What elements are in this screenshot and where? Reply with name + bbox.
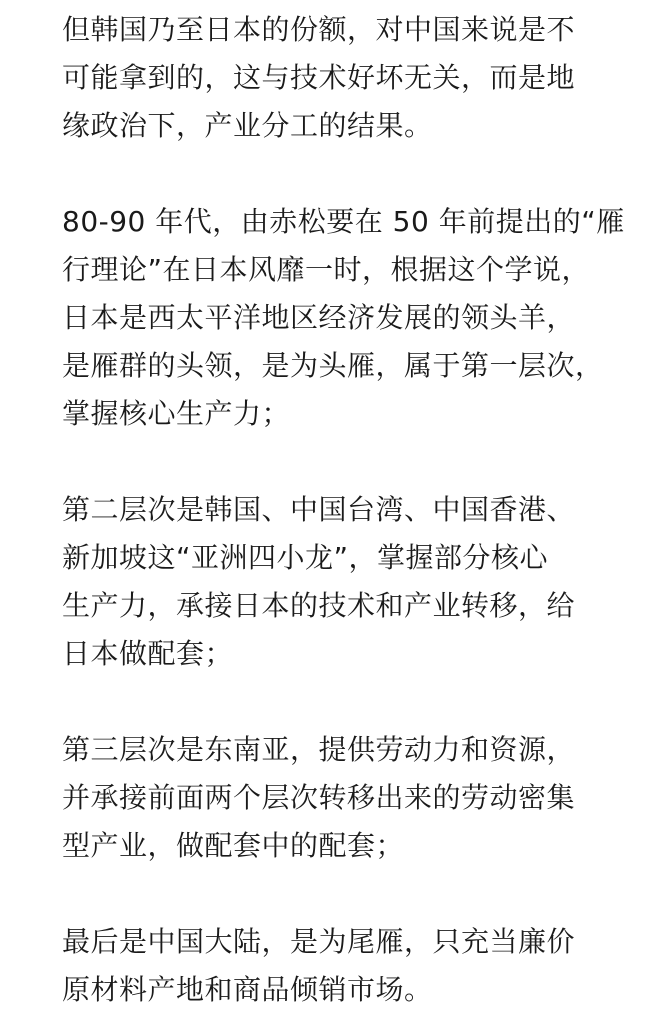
paragraph-gap <box>62 438 610 486</box>
paragraph-3 <box>62 486 610 678</box>
text-line: 但韩国乃至日本的份额，对中国来说是不 <box>62 13 576 46</box>
paragraph-2 <box>62 198 625 438</box>
paragraph-gap <box>62 678 610 726</box>
text-line: 生产力，承接日本的技术和产业转移，给 <box>62 589 576 622</box>
text-line: 是雁群的头领，是为头雁，属于第一层次， <box>62 349 604 382</box>
text-line: 掌握核心生产力； <box>62 397 291 430</box>
text-line: 型产业，做配套中的配套； <box>62 829 405 862</box>
text-line: 日本做配套； <box>62 637 234 670</box>
paragraph-gap <box>62 150 610 198</box>
text-line: 最后是中国大陆，是为尾雁，只充当廉价 <box>62 925 576 958</box>
text-line: 80-90 年代，由赤松要在 50 年前提出的“雁 <box>62 205 625 238</box>
paragraph-4 <box>62 726 610 870</box>
text-line: 缘政治下，产业分工的结果。 <box>62 109 433 142</box>
text-line: 并承接前面两个层次转移出来的劳动密集 <box>62 781 576 814</box>
text-line: 日本是西太平洋地区经济发展的领头羊， <box>62 301 576 334</box>
text-line: 可能拿到的，这与技术好坏无关，而是地 <box>62 61 576 94</box>
article-body <box>62 0 625 1014</box>
paragraph-5 <box>62 918 610 1014</box>
text-line: 原材料产地和商品倾销市场。 <box>62 973 433 1006</box>
text-line: 第二层次是韩国、中国台湾、中国香港、 <box>62 493 576 526</box>
text-line: 第三层次是东南亚，提供劳动力和资源， <box>62 733 576 766</box>
paragraph-1 <box>62 6 610 150</box>
paragraph-gap <box>62 870 610 918</box>
text-line: 行理论”在日本风靡一时，根据这个学说， <box>62 253 591 286</box>
text-line: 新加坡这“亚洲四小龙”，掌握部分核心 <box>62 541 549 574</box>
